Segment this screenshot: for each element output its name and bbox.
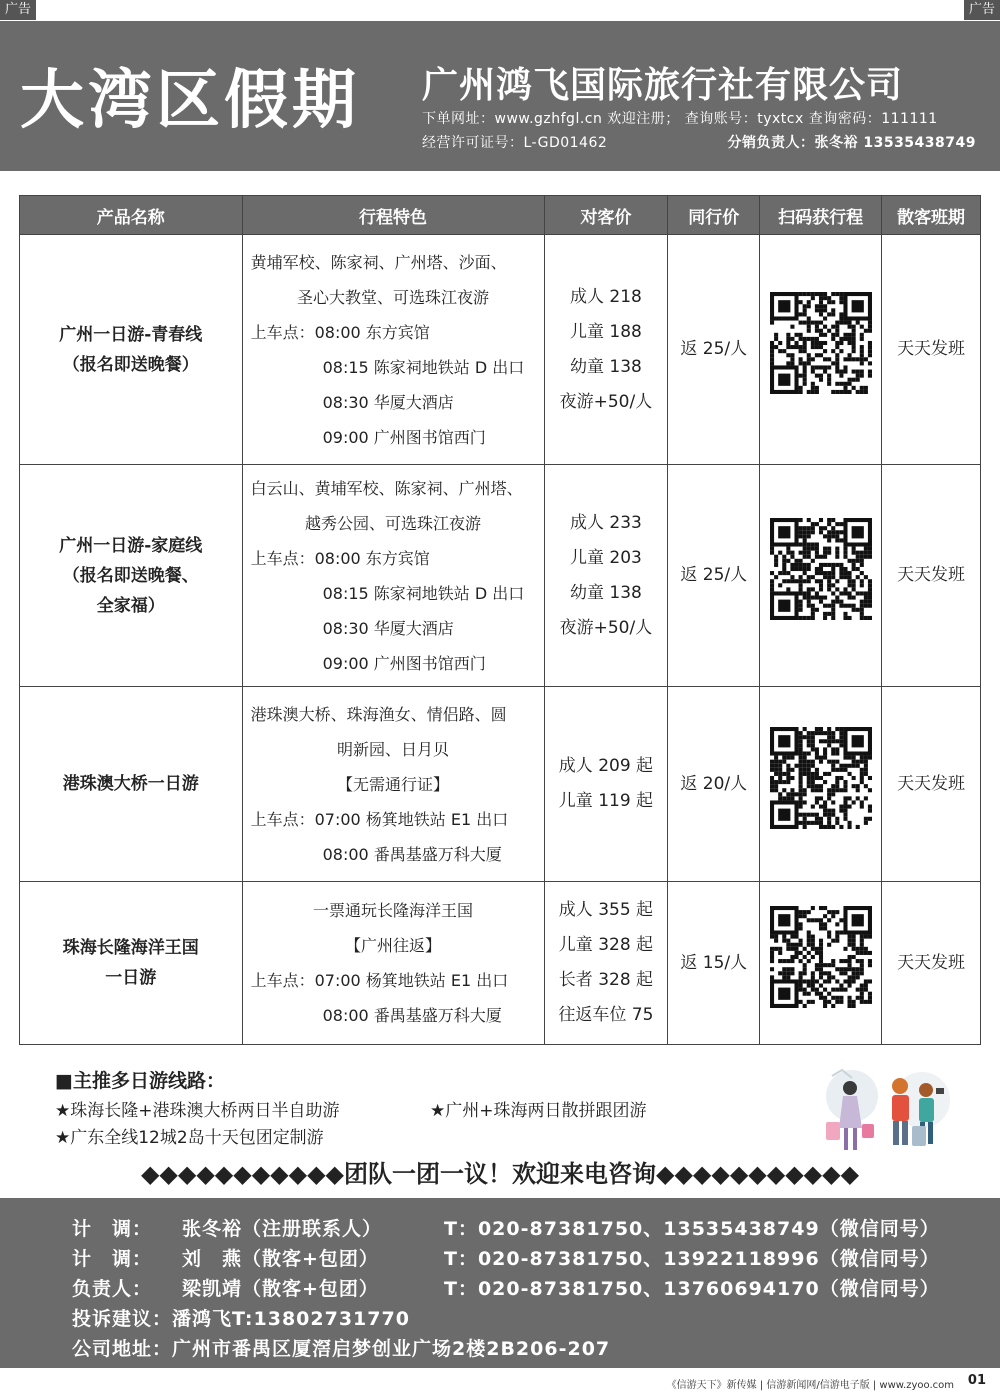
recommend-title: ■主推多日游线路： xyxy=(55,1070,225,1092)
feature-line: 08:30 华厦大酒店 xyxy=(322,618,454,638)
feature-line: 08:00 番禺基盛万科大厦 xyxy=(322,844,502,864)
table-row xyxy=(20,465,981,687)
feature-line: 黄埔军校、陈家祠、广州塔、沙面、 xyxy=(250,252,507,272)
contact-phone-1[interactable]: T：020-87381750、13535438749（微信同号） xyxy=(444,1218,940,1240)
contact-label: 计 调： xyxy=(72,1218,153,1240)
peer-price: 返 25/人 xyxy=(668,235,760,465)
price-line: 夜游+50/人 xyxy=(559,391,653,412)
price-line: 成人 218 xyxy=(570,286,642,307)
recommend-item: ★广东全线12城2岛十天包团定制游 xyxy=(55,1128,324,1148)
contact-label: 负责人： xyxy=(72,1278,153,1300)
product-name-line: 珠海长隆海洋王国 xyxy=(62,938,199,958)
itinerary-features xyxy=(242,465,544,687)
qr-cell xyxy=(760,235,882,465)
feature-line: 08:15 陈家祠地铁站 D 出口 xyxy=(322,357,525,377)
slogan: ◆◆◆◆◆◆◆◆◆◆◆团队一团一议！欢迎来电咨询◆◆◆◆◆◆◆◆◆◆◆ xyxy=(140,1160,860,1188)
feature-line: 上车点：08:00 东方宾馆 xyxy=(250,548,430,568)
price-line: 儿童 328 起 xyxy=(558,935,654,955)
price-line: 幼童 138 xyxy=(570,356,642,377)
feature-line: 08:30 华厦大酒店 xyxy=(322,392,454,412)
contact-person-3 xyxy=(72,1274,379,1301)
feature-line: 一票通玩长隆海洋王国 xyxy=(313,901,474,920)
contact-person-1 xyxy=(72,1214,382,1241)
feature-line: 09:00 广州图书馆西门 xyxy=(322,427,486,447)
feature-line: 上车点：08:00 东方宾馆 xyxy=(250,322,430,342)
price-line: 往返车位 75 xyxy=(558,1005,654,1025)
customer-price xyxy=(544,687,668,882)
order-site-line[interactable]: 下单网址：www.gzhfgl.cn 欢迎注册； 查询账号：tyxtcx 查询密码：111111 xyxy=(422,111,938,127)
header-banner xyxy=(0,21,1000,171)
contact-person-2 xyxy=(72,1244,379,1271)
price-line: 儿童 119 起 xyxy=(558,791,654,811)
schedule: 天天发班 xyxy=(882,465,981,687)
customer-price xyxy=(544,235,668,465)
qr-code-icon[interactable] xyxy=(770,727,872,829)
product-name-line: 一日游 xyxy=(105,968,157,988)
peer-price: 返 20/人 xyxy=(668,687,760,882)
page-title: 大湾区假期 xyxy=(20,64,360,138)
schedule: 天天发班 xyxy=(882,235,981,465)
company-name: 广州鸿飞国际旅行社有限公司 xyxy=(422,65,904,106)
itinerary-features xyxy=(242,882,544,1045)
price-line: 夜游+50/人 xyxy=(559,617,653,638)
qr-code-icon[interactable] xyxy=(770,906,872,1008)
company-address: 公司地址：广州市番禺区厦滘启梦创业广场2楼2B206-207 xyxy=(72,1338,611,1360)
contact-label: 计 调： xyxy=(72,1248,153,1270)
col-header-features: 行程特色 xyxy=(242,196,544,235)
customer-price xyxy=(544,465,668,687)
peer-price: 返 25/人 xyxy=(668,465,760,687)
feature-line: 圣心大教堂、可选珠江夜游 xyxy=(297,287,490,307)
product-name-line: （报名即送晚餐、 xyxy=(62,565,199,586)
ad-tag-right: 广告 xyxy=(964,0,1000,20)
col-header-peer: 同行价 xyxy=(668,196,760,235)
contact-phone-2[interactable]: T：020-87381750、13922118996（微信同号） xyxy=(444,1248,940,1270)
qr-cell xyxy=(760,882,882,1045)
feature-line: 上车点：07:00 杨箕地铁站 E1 出口 xyxy=(250,971,509,990)
table-header-row xyxy=(20,196,981,235)
product-name xyxy=(20,882,243,1045)
schedule: 天天发班 xyxy=(882,687,981,882)
itinerary-features xyxy=(242,235,544,465)
contact-name: 张冬裕（注册联系人） xyxy=(182,1218,383,1240)
qr-cell xyxy=(760,465,882,687)
product-name-line: （报名即送晚餐） xyxy=(62,354,199,375)
product-name xyxy=(20,687,243,882)
qr-cell xyxy=(760,687,882,882)
feature-line: 上车点：07:00 杨箕地铁站 E1 出口 xyxy=(250,809,509,829)
table-row xyxy=(20,235,981,465)
feature-line: 明新园、日月贝 xyxy=(337,739,450,759)
contact-footer xyxy=(0,1198,1000,1368)
col-header-qr: 扫码获行程 xyxy=(760,196,882,235)
feature-line: 08:15 陈家祠地铁站 D 出口 xyxy=(322,583,525,603)
peer-price: 返 15/人 xyxy=(668,882,760,1045)
contact-name: 梁凯靖（散客+包团） xyxy=(182,1278,379,1300)
price-line: 儿童 203 xyxy=(570,547,642,568)
product-table xyxy=(19,195,981,1045)
distribution-contact: 分销负责人：张冬裕 13535438749 xyxy=(727,135,976,151)
price-line: 成人 209 起 xyxy=(558,756,654,776)
recommend-item: ★广州+珠海两日散拼跟团游 xyxy=(430,1101,647,1121)
qr-code-icon[interactable] xyxy=(770,518,872,620)
recommend-item: ★珠海长隆+港珠澳大桥两日半自助游 xyxy=(55,1101,340,1121)
product-name xyxy=(20,465,243,687)
ad-tag-left: 广告 xyxy=(0,0,36,20)
col-header-schedule: 散客班期 xyxy=(882,196,981,235)
price-line: 儿童 188 xyxy=(570,321,642,342)
license-number: 经营许可证号：L-GD01462 xyxy=(422,135,608,151)
price-line: 长者 328 起 xyxy=(558,970,654,990)
schedule: 天天发班 xyxy=(882,882,981,1045)
product-name-line: 港珠澳大桥一日游 xyxy=(62,774,199,794)
price-line: 成人 355 起 xyxy=(558,900,654,920)
feature-line: 08:00 番禺基盛万科大厦 xyxy=(322,1006,502,1025)
page-number: 01 xyxy=(967,1373,986,1388)
complaint-line[interactable]: 投诉建议：潘鸿飞T:13802731770 xyxy=(72,1308,410,1330)
product-name-line: 全家福） xyxy=(96,595,165,616)
contact-phone-3[interactable]: T：020-87381750、13760694170（微信同号） xyxy=(444,1278,940,1300)
feature-line: 09:00 广州图书馆西门 xyxy=(322,653,486,673)
feature-line: 【广州往返】 xyxy=(345,936,442,955)
feature-line: 港珠澳大桥、珠海渔女、情侣路、圆 xyxy=(250,704,507,724)
price-line: 幼童 138 xyxy=(570,582,642,603)
product-name-line: 广州一日游-青春线 xyxy=(59,324,203,345)
col-header-price: 对客价 xyxy=(544,196,668,235)
feature-line: 越秀公园、可选珠江夜游 xyxy=(305,513,482,533)
table-row xyxy=(20,882,981,1045)
table-row xyxy=(20,687,981,882)
travelers-illustration xyxy=(812,1066,962,1158)
price-line: 成人 233 xyxy=(570,512,642,533)
publisher-bar: 《信游天下》新传媒 | 信游新闻网/信游电子版 | www.zyoo.com xyxy=(666,1380,954,1391)
qr-code-icon[interactable] xyxy=(770,292,872,394)
col-header-name: 产品名称 xyxy=(20,196,243,235)
product-name-line: 广州一日游-家庭线 xyxy=(59,535,203,556)
customer-price xyxy=(544,882,668,1045)
contact-name: 刘 燕（散客+包团） xyxy=(182,1248,379,1270)
feature-line: 白云山、黄埔军校、陈家祠、广州塔、 xyxy=(250,478,523,498)
feature-line: 【无需通行证】 xyxy=(337,774,450,794)
itinerary-features xyxy=(242,687,544,882)
product-name xyxy=(20,235,243,465)
